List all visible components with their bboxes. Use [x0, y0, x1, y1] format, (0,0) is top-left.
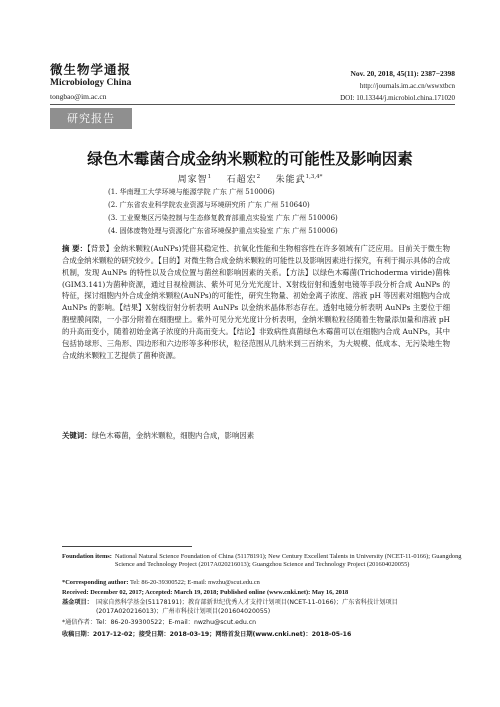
- author-affil-mark: 2: [256, 174, 261, 180]
- received-dates: Received: December 02, 2017; Accepted: March 19, 2018; Published online (www.cnki.net): May 16, 2018: [62, 589, 349, 596]
- foundation-items: [62, 553, 462, 569]
- journal-title-cn: 微生物学通报: [50, 62, 132, 77]
- doi: DOI: 10.13344/j.microbiol.china.171020: [340, 94, 455, 102]
- corresponding-author-cn: *通信作者：Tel：86-20-39300522；E-mail：nwzhu@scut.edu.cn: [62, 619, 257, 626]
- author-list: [40, 172, 460, 185]
- author-name: 石超宏: [226, 175, 257, 185]
- author-name: 朱能武: [275, 175, 306, 185]
- author-affil-mark: 1: [207, 174, 212, 180]
- header-meta: [195, 68, 455, 104]
- abstract-label: 摘 要：: [62, 244, 88, 253]
- author-affil-mark: 1,3,4*: [305, 174, 323, 180]
- abstract: [62, 243, 450, 361]
- author-name: 周家智: [177, 175, 208, 185]
- corresponding-author: [62, 579, 462, 587]
- corresponding-label: *Corresponding author:: [62, 579, 129, 586]
- journal-email: tongbao@im.ac.cn: [50, 92, 107, 101]
- footnote-divider: [62, 546, 192, 547]
- affiliation: (4. 固体废物处理与资源化广东省环境保护重点实验室 广东 广州 510006): [108, 227, 338, 235]
- foundation-cn-label: 基金项目：: [62, 599, 93, 606]
- dates-cn: 收稿日期：2017-12-02；接受日期：2018-03-19；网络首发日期(www.cnki.net)：2018-05-16: [62, 631, 352, 638]
- affiliation: (2. 广东省农业科学院农业资源与环境研究所 广东 广州 510640): [108, 201, 310, 209]
- keywords-text: 绿色木霉菌，金纳米颗粒，细胞内合成，影响因素: [91, 431, 255, 440]
- foundation-items-cn: [62, 599, 462, 616]
- keywords: [62, 430, 450, 441]
- affiliation: (3. 工业聚集区污染控制与生态修复教育部重点实验室 广东 广州 510006): [108, 214, 338, 222]
- foundation-text: National Natural Science Foundation of China (51178191); New Century Excellent Talents in University (NCET-11-0166); Guangdong Science and Technology Project (2017A020216013); Guangzhou Science and Technology Project (201604020055): [114, 553, 462, 568]
- section-tag: 研究报告: [50, 108, 132, 129]
- affiliation: (1. 华南理工大学环境与能源学院 广东 广州 510006): [108, 188, 275, 196]
- header-divider: [50, 104, 455, 105]
- foundation-cn-text: 国家自然科学基金(51178191)；教育部新世纪优秀人才支持计划项目(NCET-11-0166)；广东省科技计划项目(2017A020216013)；广州市科技计划项目(201604020055): [95, 599, 398, 615]
- abstract-text: 【背景】金纳米颗粒(AuNPs)凭借其稳定性、抗氧化性能和生物相容性在许多领域有广泛应用。目前关于微生物合成金纳米颗粒的研究较少。【目的】对微生物合成金纳米颗粒的可能性以及影响因素进行探究，有利于揭示具体的合成机制，发现 AuNPs 的特性以及合成位置与菌丝和影响因素的关系。【方法】以绿色木霉菌(Trichoderma viride)菌株(GIM3.141)为菌种资源，通过目视检测法、紫外可见分光光度计、X射线衍射和透射电镜等手段分析合成 AuNPs 的特征，探讨细胞内外合成金纳米颗粒(AuNPs)的可能性，研究生物量、初始金离子浓度、溶液 pH 等因素对细胞内合成 AuNPs 的影响。【结果】X射线衍射分析表明 AuNPs 以金纳米晶体形态存在。透射电镜分析表明 AuNPs 主要位于细胞壁膜间隙，一小部分附着在细胞壁上。紫外可见分光光度计分析表明，金纳米颗粒粒径随着生物量添加量和溶液 pH 的升高而变小，随着初始金离子浓度的升高而变大。【结论】非致病性真菌绿色木霉菌可以在细胞内合成 AuNPs，其中包括协球形、三角形、四边形和六边形等多种形状，粒径范围从几纳米到三百纳米，为大规模、低成本、无污染地生物合成纳米颗粒工艺提供了菌种资源。: [62, 244, 451, 360]
- foundation-label: Foundation items:: [62, 553, 112, 560]
- corresponding-text: Tel: 86-20-39300522; E-mail: nwzhu@scut.edu.cn: [129, 579, 260, 586]
- keywords-label: 关键词：: [62, 431, 92, 440]
- issue-info: Nov. 20, 2018, 45(11): 2387−2398: [350, 69, 455, 78]
- paper-title: 绿色木霉菌合成金纳米颗粒的可能性及影响因素: [87, 150, 413, 168]
- journal-title-en: Microbiology China: [50, 78, 132, 88]
- journal-url: http://journals.im.ac.cn/wswxtbcn: [359, 82, 455, 90]
